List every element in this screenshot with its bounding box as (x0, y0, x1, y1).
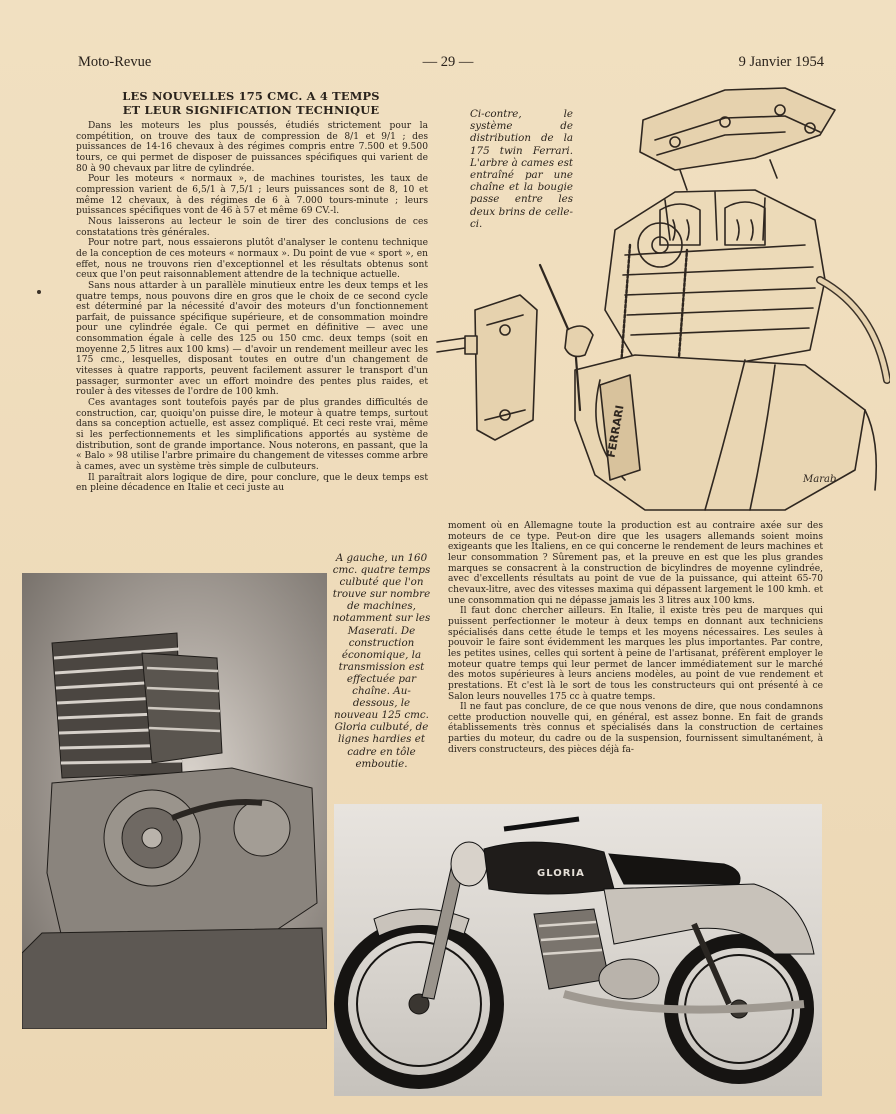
paragraph: Sans nous attarder à un parallèle minutieux entre les deux temps et les quatre temps, nous pouvons dire en gros que le choix de ce second cycle est déterminé par la nécessité d'avoir des moteurs d'un fonctionnement parfait, de puissance spécifique supérieure, et de consommation moindre pour une cylindrée égale. Ce qui permet en définitive — avec une consommation égale à celle des 125 ou 150 cmc. deux temps (soit en moyenne 2,5 litres aux 100 kms) — d'avoir un rendement meilleur avec les 175 cmc., lesquelles, disposant toutes en outre d'un changement de vitesses à quatre rapports, peuvent facilement assurer le transport d'un passager, surmonter avec un effort moindre des pentes plus raides, et rouler à des vitesses de l'ordre de 100 kmh. (76, 280, 428, 398)
paragraph: Dans les moteurs les plus poussés, étudiés strictement pour la compétition, on trouve des taux de compression de 8/1 et 9/1 ; des puissances de 14-16 chevaux à des régimes compris entre 7.500 et 9.500 tours, ce qui permet de disposer de puissances spécifiques qui varient de 80 à 90 chevaux par litre de cylindrée. (76, 121, 428, 174)
artist-signature: Marab (803, 474, 837, 485)
caption-engine-photos: A gauche, un 160 cmc. quatre temps culbuté que l'on trouve sur nombre de machines, notamment sur les Maserati. De construction économique, la transmission est effectuée par chaîne. Au-dessous, le nouveau 125 cmc. Gloria culbuté, de lignes hardies et cadre en tôle emboutie. (332, 552, 431, 770)
caption-distribution-system: Ci-contre, le système de distribution de la 175 twin Ferrari. L'arbre à cames est entraîné par une chaîne et la bougie passe entre les deux brins de celle-ci. (470, 108, 573, 230)
margin-mark (37, 290, 41, 294)
article-column-left (76, 121, 428, 494)
drawing-plate-lettering: FERRARI (604, 404, 627, 459)
magazine-name: Moto-Revue (78, 54, 152, 70)
paragraph: Ces avantages sont toutefois payés par de plus grandes difficultés de construction, car, quoiqu'on puisse dire, le moteur à quatre temps, surtout dans sa conception actuelle, est assez compliqué. Et ceci reste vrai, même si les perfectionnements et les simplifications apportés au système de distribution, sont de grande importance. Nous noterons, en passant, que la « Balo » 98 utilise l'arbre primaire du changement de vitesses comme arbre à cames, avec un système très simple de culbuteurs. (76, 398, 428, 472)
article-title-line1: LES NOUVELLES 175 CMC. A 4 TEMPS (122, 89, 380, 103)
article-column-right (448, 521, 823, 755)
page-number: — 29 — (422, 54, 474, 70)
article-title-line2: ET LEUR SIGNIFICATION TECHNIQUE (122, 102, 380, 117)
paragraph: Pour les moteurs « normaux », de machines touristes, les taux de compression varient de 6,5/1 à 7,5/1 ; leurs puissances sont de 8, 10 et même 12 chevaux, à des régimes de 6 à 7.000 tours-minute ; leurs puissances spécifiques vont de 46 à 57 et même 69 CV.-l. (76, 174, 428, 217)
engine-photo (22, 573, 327, 1029)
paragraph: Il paraîtrait alors logique de dire, pour conclure, que le deux temps est en pleine décadence en Italie et ceci juste au (76, 472, 428, 494)
paragraph: moment où en Allemagne toute la production est au contraire axée sur des moteurs de ce type. Peut-on dire que les usagers allemands soient moins exigeants que les Italiens, en ce qui concerne le rendement de leurs machines et leur consommation ? Sûrement pas, et la preuve en est que les plus grandes marques se consacrent à la construction de bicylindres de moyenne cylindrée, avec d'excellents résultats au point de vue de la puissance, qui atteint 65-70 chevaux-litre, avec des vitesses maxima qui dépassent largement le 100 kmh. et une consommation qui ne dépasse jamais les 3 litres aux 100 kms. (448, 521, 823, 606)
paragraph: Nous laisserons au lecteur le soin de tirer des conclusions de ces constatations très générales. (76, 216, 428, 238)
issue-date: 9 Janvier 1954 (738, 54, 824, 70)
paragraph: Il ne faut pas conclure, de ce que nous venons de dire, que nous condamnons cette production nouvelle qui, en général, est assez bonne. En fait de grands établissements très connus et spécialisés dans la construction de certaines parties du moteur, du cadre ou de la suspension, fournissent simultanément, à divers constructeurs, des pièces déjà fa- (448, 702, 823, 755)
gloria-motorcycle-photo (334, 804, 822, 1096)
article-title (76, 90, 426, 117)
paragraph: Il faut donc chercher ailleurs. En Italie, il existe très peu de marques qui puissent perfectionner le moteur à deux temps en donnant aux techniciens spécialisés dans cette étude le temps et les moyens nécessaires. Les seules à pouvoir le faire sont évidemment les marques les plus importantes. Par contre, les petites usines, celles qui sortent à peine de l'artisanat, préfèrent employer le moteur quatre temps qui leur permet de lancer immédiatement sur le marché des motos supérieures à leurs anciens modèles, au point de vue rendement et prestations. Et c'est là le sort de tous les constructeurs qui ont présenté à ce Salon leurs nouvelles 175 cc à quatre temps. (448, 606, 823, 702)
paragraph: Pour notre part, nous essaierons plutôt d'analyser le contenu technique de la conception de ces moteurs « normaux ». Du point de vue « sport », en effet, nous ne trouvons rien d'exceptionnel et les résultats obtenus sont ceux que l'on peut raisonnablement attendre de la technique actuelle. (76, 238, 428, 281)
tank-lettering: GLORIA (537, 868, 585, 879)
